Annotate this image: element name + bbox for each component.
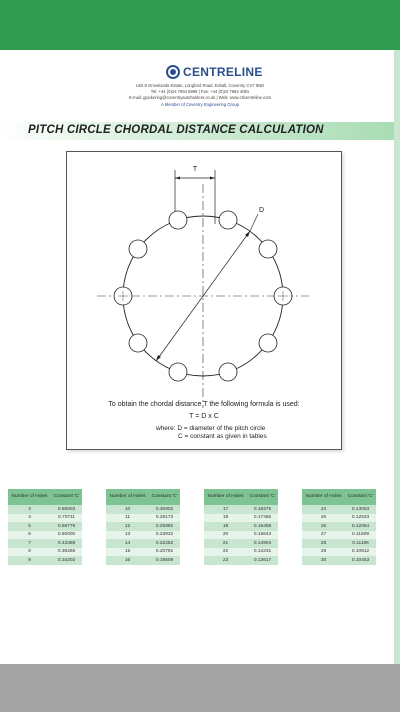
constant-table-4 [302,489,376,565]
constant-cell: 0.11609 [345,531,376,540]
holes-cell: 13 [106,531,149,540]
constant-cell: 0.12533 [345,514,376,523]
holes-cell: 18 [204,514,247,523]
constant-cell: 0.18375 [247,505,278,514]
constant-table-2 [106,489,180,565]
company-logo [166,65,263,79]
table-row [302,514,376,523]
table-row [106,522,180,531]
holes-cell: 9 [8,556,51,565]
holes-cell: 12 [106,522,149,531]
holes-cell: 20 [204,531,247,540]
constant-cell: 0.13053 [345,505,376,514]
table-row [302,548,376,557]
constant-cell: 0.50000 [51,531,82,540]
table-row [8,522,82,531]
diameter-arrow-upper [245,231,250,237]
holes-cell: 10 [106,505,149,514]
label-t: T [192,166,198,173]
constant-cell: 0.23932 [149,531,180,540]
holes-cell: 17 [204,505,247,514]
formula: T = D x C [189,413,219,420]
constant-cell: 0.15643 [247,531,278,540]
holes-cell: 21 [204,539,247,548]
table-row [8,556,82,565]
hole [129,240,147,258]
holes-cell: 6 [8,531,51,540]
constant-cell: 0.70711 [51,514,82,523]
column-header-constant: Constant 'C' [345,489,376,505]
d-leader-line [250,214,258,231]
table-row [302,556,376,565]
holes-cell: 11 [106,514,149,523]
holes-cell: 25 [302,514,345,523]
column-header-holes: Number of Holes [204,489,247,505]
constant-cell: 0.11196 [345,539,376,548]
table-row [204,548,278,557]
table-row [106,505,180,514]
column-header-constant: Constant 'C' [51,489,82,505]
hole [259,334,277,352]
constant-cell: 0.12054 [345,522,376,531]
logo-mark-icon [166,65,180,79]
table-row [302,522,376,531]
column-header-holes: Number of Holes [302,489,345,505]
holes-cell: 19 [204,522,247,531]
hole [219,363,237,381]
holes-cell: 8 [8,548,51,557]
where-line-2: C = constant as given in tables [178,433,267,440]
table-row [106,514,180,523]
holes-cell: 24 [302,505,345,514]
t-arrow-right [210,177,215,180]
hole [169,363,187,381]
constant-cell: 0.10453 [345,556,376,565]
constant-cell: 0.34202 [51,556,82,565]
label-d: D [259,207,265,214]
holes-cell: 30 [302,556,345,565]
table-row [8,505,82,514]
holes-cell: 23 [204,556,247,565]
column-header-holes: Number of Holes [8,489,51,505]
t-arrow-left [175,177,180,180]
column-header-constant: Constant 'C' [247,489,278,505]
column-header-holes: Number of Holes [106,489,149,505]
hole [129,334,147,352]
formula-intro: To obtain the chordal distance T the following formula is used: [108,401,300,408]
column-header-constant: Constant 'C' [149,489,180,505]
table-row [204,505,278,514]
holes-cell: 28 [302,539,345,548]
holes-cell: 26 [302,522,345,531]
address-line-1: Unit 8 Grovelands Estate, Longford Road, Exhall, Coventry CV7 9ND [135,83,265,88]
constant-cell: 0.43388 [51,539,82,548]
table-row [204,556,278,565]
page-edge-stripe [394,50,400,664]
bottom-margin [0,664,400,712]
holes-cell: 22 [204,548,247,557]
constant-cell: 0.38268 [51,548,82,557]
table-row [204,514,278,523]
table-row [302,539,376,548]
holes-cell: 5 [8,522,51,531]
table-row [106,531,180,540]
hole [169,211,187,229]
constant-cell: 0.19509 [149,556,180,565]
constant-cell: 0.28173 [149,514,180,523]
where-line-1: where: D = diameter of the pitch circle [156,425,266,432]
hole [219,211,237,229]
holes-cell: 15 [106,548,149,557]
top-banner [0,0,400,50]
constant-cell: 0.14231 [247,548,278,557]
constant-cell: 0.20791 [149,548,180,557]
holes-cell: 29 [302,548,345,557]
table-row [302,505,376,514]
brand-name: CENTRELINE [183,65,263,79]
address-line-3: E-mail: gpickering@coventryautoholders.co.uk | Web: www.ctlcentreline.com [128,95,272,100]
constant-cell: 0.25882 [149,522,180,531]
table-row [204,522,278,531]
table-row [302,531,376,540]
table-row [106,539,180,548]
holes-cell: 4 [8,514,51,523]
table-row [204,539,278,548]
address-line-2: Tel: +44 (0)24 7664 5999 | Fax: +44 (0)24 7664 4081 [150,89,250,94]
table-row [106,556,180,565]
constant-cell: 0.86603 [51,505,82,514]
holes-cell: 27 [302,531,345,540]
constant-table-3 [204,489,278,565]
page-title: PITCH CIRCLE CHORDAL DISTANCE CALCULATION [28,124,324,136]
table-row [8,539,82,548]
constant-cell: 0.30902 [149,505,180,514]
constant-table-1 [8,489,82,565]
table-row [204,531,278,540]
table-row [8,548,82,557]
constant-cell: 0.17365 [247,514,278,523]
member-line: A Member of Coventry Engineering Group [161,102,239,107]
constant-cell: 0.22252 [149,539,180,548]
diameter-arrow-lower [156,355,161,361]
holes-cell: 14 [106,539,149,548]
constant-cell: 0.14904 [247,539,278,548]
table-row [106,548,180,557]
holes-cell: 7 [8,539,51,548]
hole [259,240,277,258]
diagram-panel [66,151,342,450]
constant-cell: 0.16458 [247,522,278,531]
table-row [8,531,82,540]
table-row [8,514,82,523]
constant-cell: 0.58779 [51,522,82,531]
holes-cell: 3 [8,505,51,514]
holes-cell: 16 [106,556,149,565]
constant-cell: 0.13617 [247,556,278,565]
constant-cell: 0.10812 [345,548,376,557]
